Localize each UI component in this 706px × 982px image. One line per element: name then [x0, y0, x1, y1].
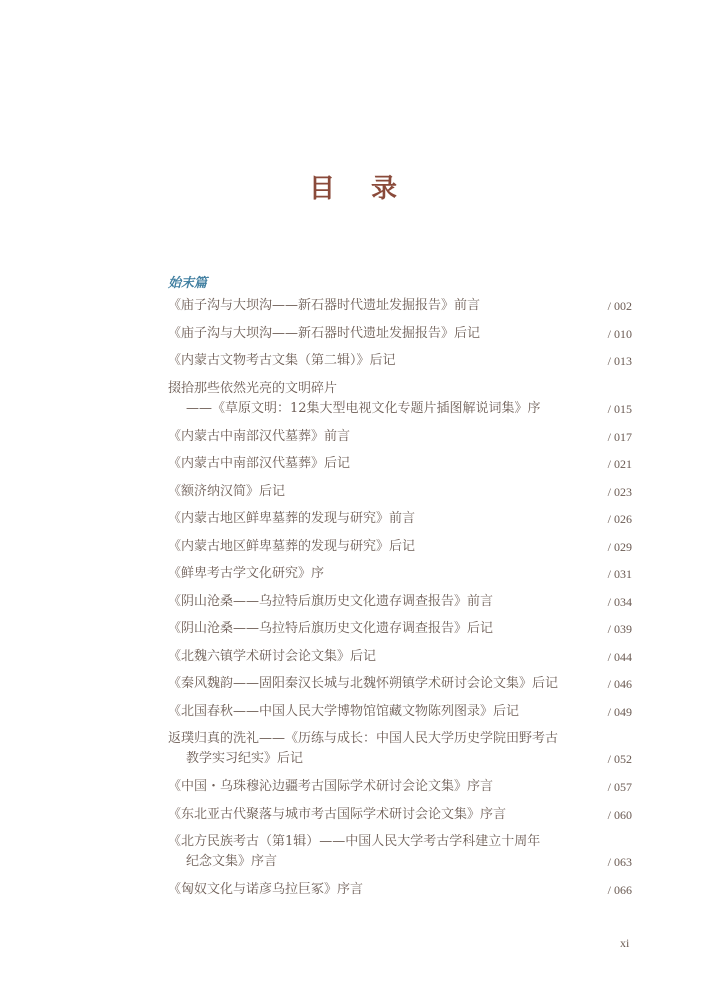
toc-entry-title: 《庙子沟与大坝沟——新石器时代遗址发掘报告》后记: [168, 325, 481, 341]
toc-entry-page: / 031: [607, 567, 632, 581]
toc-entry[interactable]: [168, 509, 634, 529]
toc-entry-page: / 034: [607, 594, 632, 609]
toc-entry[interactable]: [168, 777, 634, 797]
toc-entry-page: / 026: [607, 512, 632, 526]
toc-entry[interactable]: [168, 805, 634, 825]
toc-entry-title: 《内蒙古地区鲜卑墓葬的发现与研究》后记: [168, 538, 416, 554]
toc-entry-page: / 060: [607, 807, 632, 822]
toc-entry-title: 返璞归真的洗礼——《历练与成长：中国人民大学历史学院田野考古: [168, 731, 559, 746]
toc-entry-page: / 015: [607, 401, 632, 416]
toc-entry-title: 《中国・乌珠穆沁边疆考古国际学术研讨会论文集》序言: [168, 779, 494, 794]
toc-entry-title: 《北魏六镇学术研讨会论文集》后记: [168, 648, 377, 664]
toc-entry-page: / 039: [607, 622, 632, 636]
toc-entry[interactable]: [168, 832, 634, 872]
toc-entry-title: 《匈奴文化与诺彦乌拉巨冢》序言: [168, 882, 364, 897]
toc-entry-title: 《东北亚古代聚落与城市考古国际学术研讨会论文集》序言: [168, 806, 507, 822]
toc-entry-page: / 063: [607, 855, 632, 869]
toc-entry-page: / 013: [607, 354, 632, 368]
toc-entry-continuation: 教学实习纪实》后记: [186, 751, 304, 766]
toc-entry[interactable]: [168, 296, 634, 316]
toc-entry-page: / 057: [607, 780, 632, 794]
toc-entry-title: 《内蒙古地区鲜卑墓葬的发现与研究》前言: [168, 511, 416, 526]
toc-entry[interactable]: [168, 729, 634, 769]
toc-entry-title: 《内蒙古中南部汉代墓葬》前言: [168, 428, 351, 444]
toc-entry-title: 《北国春秋——中国人民大学博物馆馆藏文物陈列图录》后记: [168, 703, 520, 719]
toc-entry-page: / 010: [607, 326, 632, 341]
page-number: xi: [620, 936, 630, 950]
toc-entry-page: / 052: [607, 752, 632, 766]
toc-entry-title: 《额济纳汉简》后记: [168, 483, 286, 499]
section-heading: 始末篇: [168, 276, 208, 291]
toc-entry-page: / 029: [607, 539, 632, 554]
title-char-1: 目: [308, 174, 335, 204]
toc-entry[interactable]: [168, 880, 634, 900]
title-char-2: 录: [371, 174, 398, 204]
toc-entry[interactable]: [168, 647, 634, 667]
toc-entry[interactable]: [168, 702, 634, 722]
toc-entry[interactable]: [168, 537, 634, 557]
toc-entry-page: / 066: [607, 883, 632, 897]
toc-entry-page: / 049: [607, 704, 632, 719]
toc-entry-page: / 046: [607, 677, 632, 691]
toc-entry-title: 《北方民族考古（第1辑）——中国人民大学考古学科建立十周年: [168, 834, 541, 849]
toc-entry-page: / 021: [607, 457, 632, 471]
toc-entry[interactable]: [168, 592, 634, 612]
page-title: [0, 168, 706, 205]
toc-entry-page: / 002: [607, 299, 632, 313]
toc-entry[interactable]: [168, 619, 634, 639]
toc-entry[interactable]: [168, 674, 634, 694]
toc-entry-title: 掇拾那些依然光亮的文明碎片: [168, 380, 338, 396]
toc-entry-title: 《阴山沧桑——乌拉特后旗历史文化遗存调查报告》后记: [168, 621, 494, 636]
toc-entry[interactable]: [168, 454, 634, 474]
toc-entry[interactable]: [168, 427, 634, 447]
toc-entry-page: / 023: [607, 484, 632, 499]
toc-entry-title: 《阴山沧桑——乌拉特后旗历史文化遗存调查报告》前言: [168, 593, 494, 609]
toc-entry-title: 《鲜卑考古学文化研究》序: [168, 566, 325, 581]
toc-entry[interactable]: [168, 351, 634, 371]
toc-entry[interactable]: [168, 564, 634, 584]
toc-entry-page: / 017: [607, 429, 632, 444]
toc-entry-title: 《庙子沟与大坝沟——新石器时代遗址发掘报告》前言: [168, 298, 481, 313]
toc-entry-page: / 044: [607, 649, 632, 664]
toc-entry-title: 《秦风魏韵——固阳秦汉长城与北魏怀朔镇学术研讨会论文集》后记: [168, 676, 559, 691]
toc-entry-continuation: 纪念文集》序言: [186, 854, 278, 869]
toc-entry[interactable]: [168, 324, 634, 344]
toc-entry-title: 《内蒙古中南部汉代墓葬》后记: [168, 456, 351, 471]
toc-entry[interactable]: [168, 379, 634, 419]
toc-entry-continuation: ——《草原文明：12集大型电视文化专题片插图解说词集》序: [186, 400, 541, 416]
toc-entry-title: 《内蒙古文物考古文集（第二辑）》后记: [168, 353, 396, 368]
toc-entry[interactable]: [168, 482, 634, 502]
